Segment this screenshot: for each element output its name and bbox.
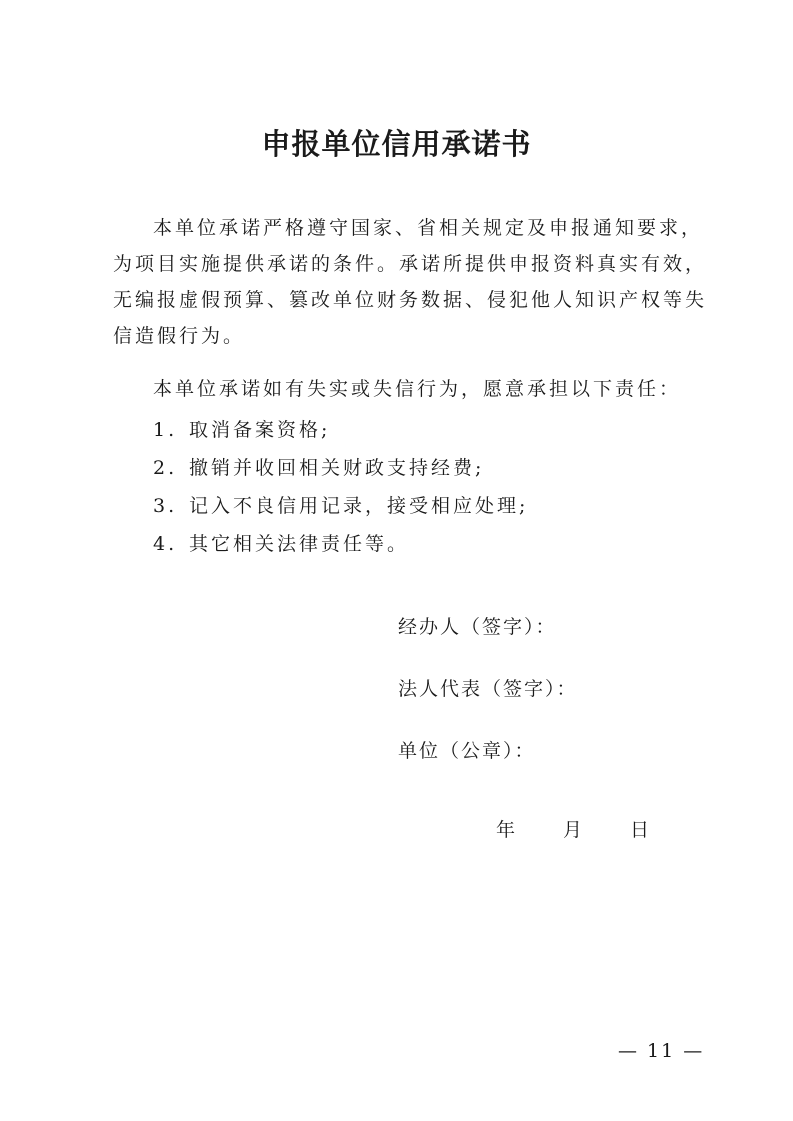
- list-item-number: 2.: [153, 457, 178, 479]
- commitment-paragraph: [113, 210, 708, 354]
- list-item: [153, 449, 528, 487]
- list-item-number: 3.: [153, 495, 178, 517]
- list-item-number: 4.: [153, 533, 178, 555]
- paragraph-line: 信造假行为。: [113, 325, 246, 347]
- liability-intro-text: 本单位承诺如有失实或失信行为，愿意承担以下责任：: [153, 378, 682, 400]
- date-year-label: 年: [496, 819, 516, 841]
- page-number: — 11 —: [618, 1040, 705, 1062]
- legal-rep-signature-label: 法人代表（签字）：: [398, 678, 578, 700]
- list-item-text: 撤销并收回相关财政支持经费;: [189, 457, 485, 479]
- handler-signature-label: 经办人（签字）：: [398, 616, 557, 638]
- document-title: 申报单位信用承诺书: [261, 127, 532, 161]
- list-item-text: 其它相关法律责任等。: [189, 533, 410, 555]
- list-item: [153, 487, 528, 525]
- unit-seal-label: 单位（公章）：: [398, 740, 536, 762]
- list-item: [153, 525, 528, 563]
- date-day-label: 日: [630, 819, 650, 841]
- date-month-label: 月: [563, 819, 583, 841]
- list-item: [153, 411, 528, 449]
- liability-list: [153, 411, 528, 563]
- liability-intro: [113, 371, 683, 407]
- paragraph-line: 无编报虚假预算、篡改单位财务数据、侵犯他人知识产权等失: [113, 289, 708, 311]
- list-item-text: 取消备案资格;: [189, 419, 331, 441]
- list-item-text: 记入不良信用记录，接受相应处理;: [189, 495, 529, 517]
- paragraph-line: 为项目实施提供承诺的条件。承诺所提供申报资料真实有效，: [113, 253, 708, 275]
- paragraph-line: 本单位承诺严格遵守国家、省相关规定及申报通知要求，: [153, 217, 704, 239]
- list-item-number: 1.: [153, 419, 178, 441]
